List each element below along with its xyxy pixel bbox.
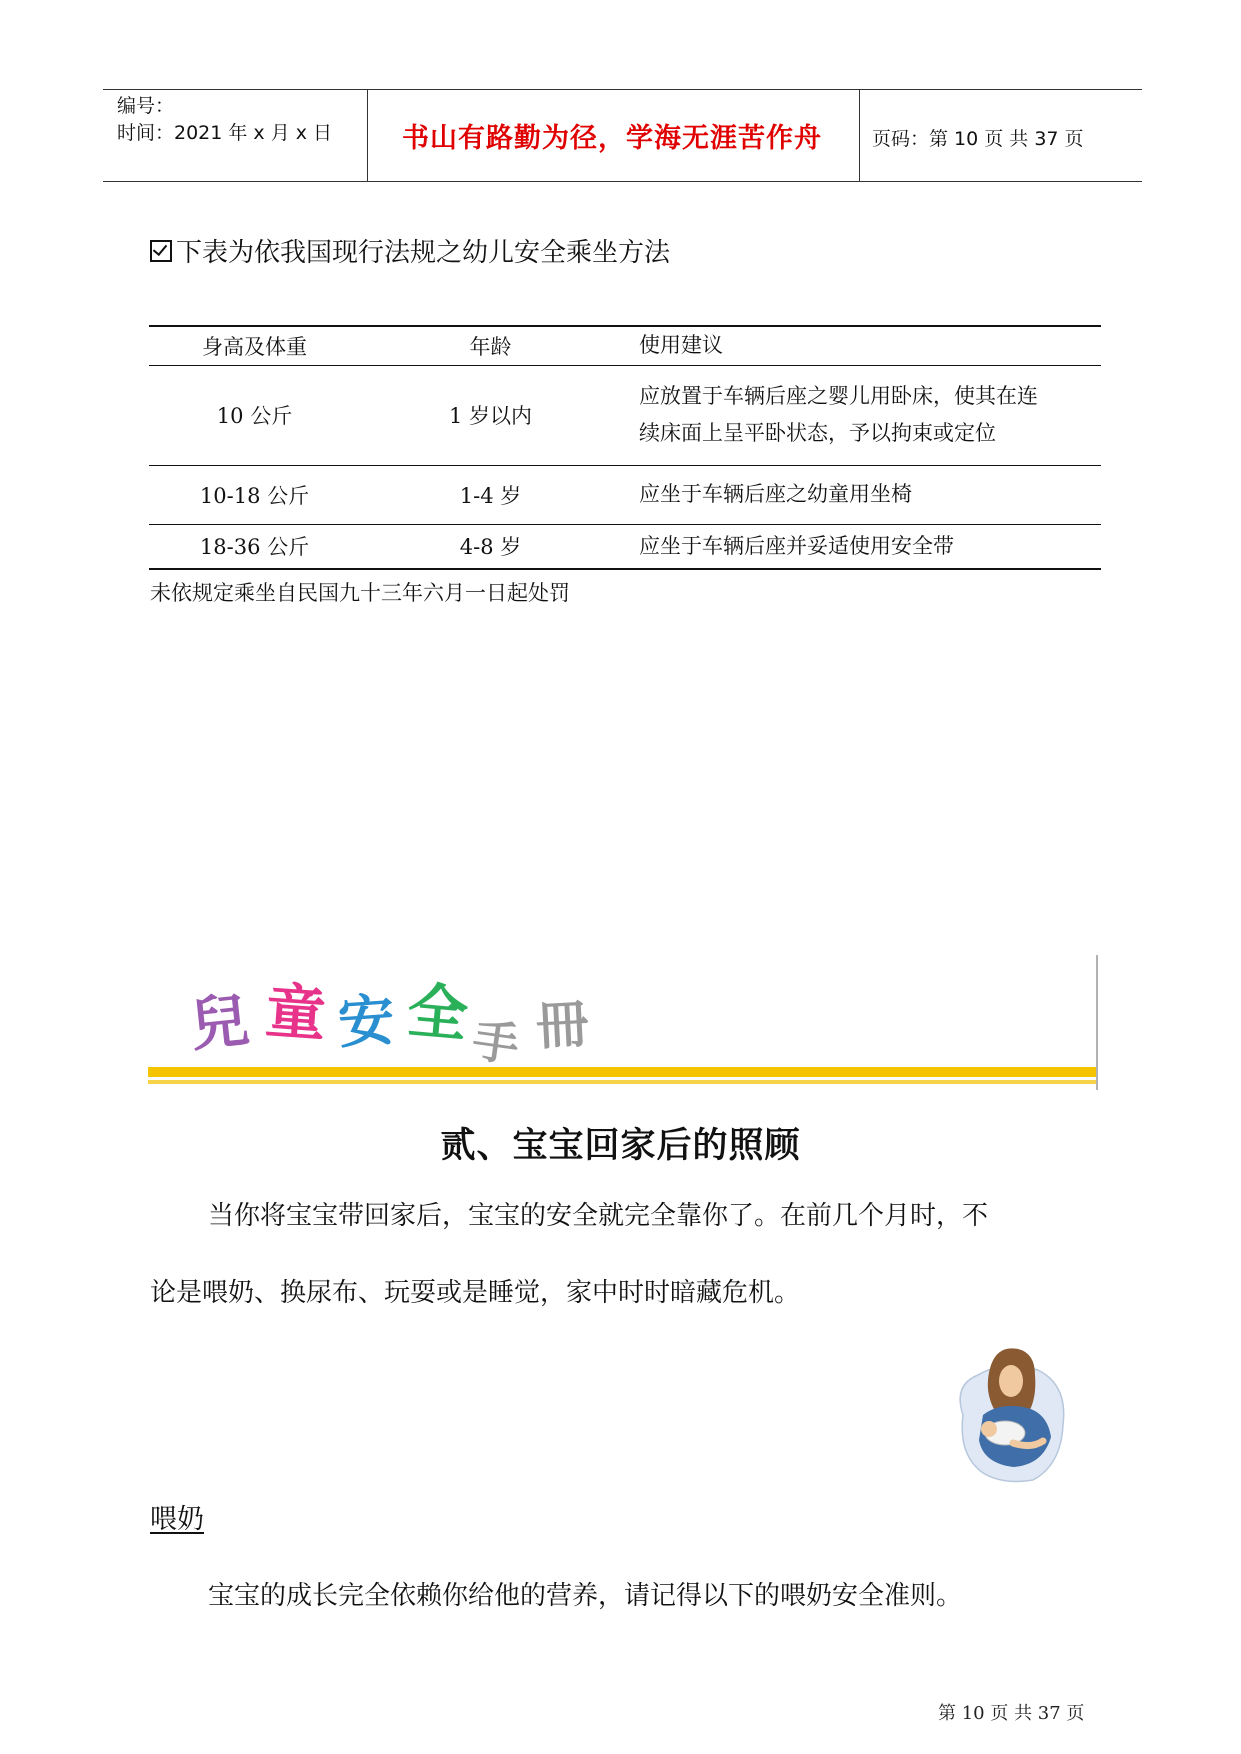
banner-stripe-main <box>148 1067 1096 1077</box>
header-divider-left <box>367 90 368 182</box>
paragraph: 宝宝的成长完全依赖你给他的营养，请记得以下的喂奶安全准则。 <box>208 1581 963 1611</box>
banner-char: 兒 <box>187 985 252 1060</box>
banner-char: 童 <box>263 976 329 1051</box>
banner-logo-text <box>187 976 590 1073</box>
table-header-cell: 身高及体重 <box>149 326 360 365</box>
section-title: 贰、宝宝回家后的照顾 <box>440 1125 801 1166</box>
table-header-row <box>149 326 1101 365</box>
header-number-label: 编号： <box>117 95 175 117</box>
table-row <box>149 465 1101 524</box>
table-cell: 应坐于车辆后座并妥适使用安全带 <box>621 524 1101 569</box>
header-top-rule <box>103 89 1142 90</box>
child-safety-handbook-banner <box>148 955 1098 1090</box>
paragraph: 论是喂奶、换尿布、玩耍或是睡觉，家中时时暗藏危机。 <box>150 1278 801 1308</box>
page-footer: 第 10 页 共 37 页 <box>938 1703 1085 1724</box>
header-divider-right <box>859 90 860 182</box>
table-cell <box>621 365 1101 465</box>
intro-line <box>150 232 670 269</box>
header-motto: 书山有路勤为径，学海无涯苦作舟 <box>402 123 822 154</box>
banner-char: 手 <box>469 1012 523 1073</box>
table-cell: 1-4 岁 <box>360 465 621 524</box>
checkbox-icon <box>150 240 172 262</box>
paragraph: 当你将宝宝带回家后，宝宝的安全就完全靠你了。在前几个月时，不 <box>208 1201 989 1231</box>
table-row <box>149 365 1101 465</box>
table-cell: 10-18 公斤 <box>149 465 360 524</box>
feeding-heading: 喂奶 <box>150 1504 204 1535</box>
banner-char: 冊 <box>534 994 590 1058</box>
header-time-label: 时间：2021 年 x 月 x 日 <box>117 122 333 144</box>
table-cell: 应坐于车辆后座之幼童用坐椅 <box>621 465 1101 524</box>
table-header-cell: 年龄 <box>360 326 621 365</box>
table-cell: 4-8 岁 <box>360 524 621 569</box>
table-cell: 1 岁以内 <box>360 365 621 465</box>
banner-stripe-thin <box>148 1080 1096 1084</box>
table-cell: 10 公斤 <box>149 365 360 465</box>
table-note: 未依规定乘坐自民国九十三年六月一日起处罚 <box>150 581 570 605</box>
intro-text: 下表为依我国现行法规之幼儿安全乘坐方法 <box>176 238 671 268</box>
table-cell-line: 续床面上呈平卧状态，予以拘束或定位 <box>639 421 996 445</box>
child-seat-table <box>149 325 1101 570</box>
table-cell-line: 应放置于车辆后座之婴儿用卧床，使其在连 <box>639 384 1038 408</box>
table-row <box>149 524 1101 569</box>
header-bottom-rule <box>103 181 1142 182</box>
mother-feeding-baby-illustration <box>943 1345 1078 1485</box>
banner-char: 全 <box>404 975 471 1051</box>
banner-char: 安 <box>336 987 397 1057</box>
table-cell: 18-36 公斤 <box>149 524 360 569</box>
header-page-label: 页码：第 10 页 共 37 页 <box>872 128 1084 150</box>
table-header-cell: 使用建议 <box>621 326 1101 365</box>
